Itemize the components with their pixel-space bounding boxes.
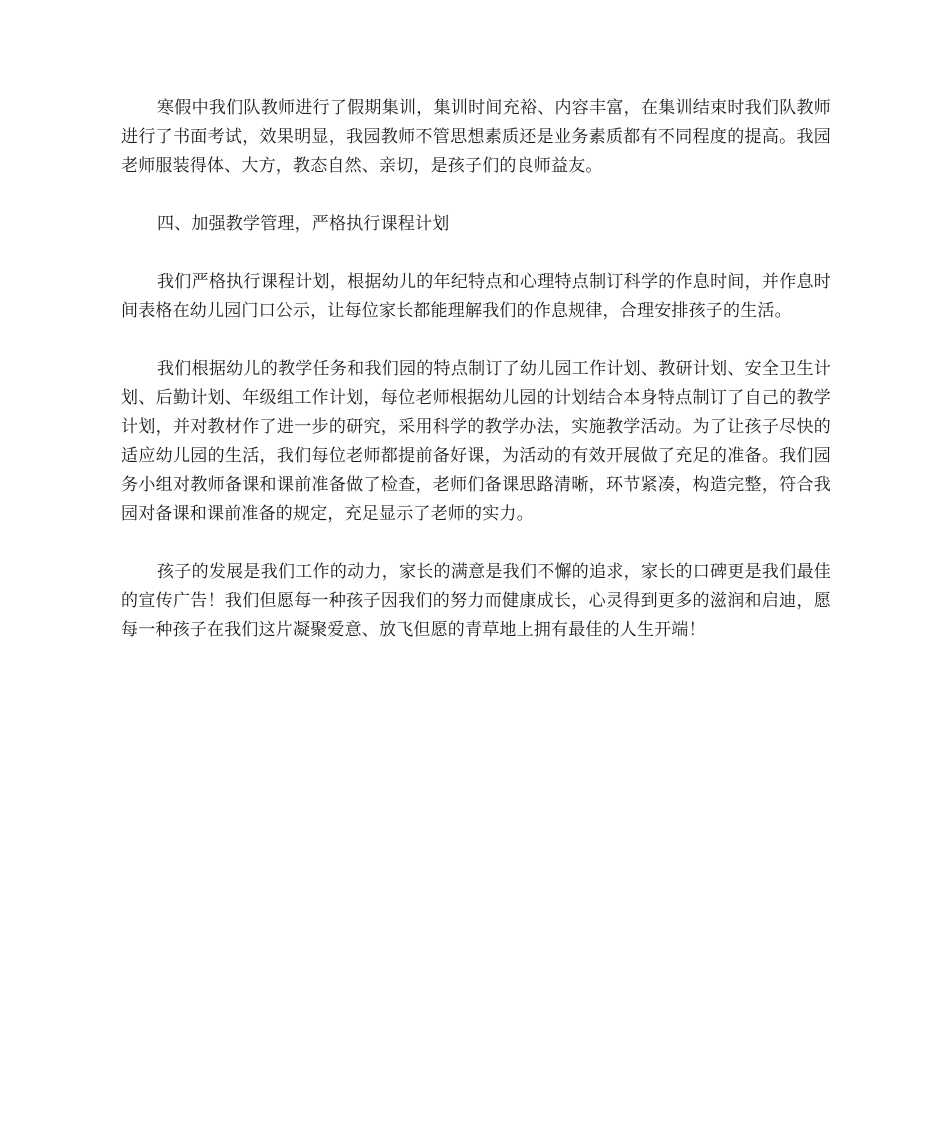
paragraph-plans: 我们根据幼儿的教学任务和我们园的特点制订了幼儿园工作计划、教研计划、安全卫生计划、后勤计划、年级组工作计划，每位老师根据幼儿园的计划结合本身特点制订了自己的教学计划，并对教材作了进一步的研究，采用科学的教学办法，实施教学活动。为了让孩子尽快的适应幼儿园的生活，我们每位老师都提前备好课，为活动的有效开展做了充足的准备。我们园务小组对教师备课和课前准备做了检查，老师们备课思路清晰，环节紧凑，构造完整，符合我园对备课和课前准备的规定，充足显示了老师的实力。	[121, 359, 831, 524]
paragraph-training: 寒假中我们队教师进行了假期集训，集训时间充裕、内容丰富，在集训结束时我们队教师进行了书面考试，效果明显，我园教师不管思想素质还是业务素质都有不同程度的提高。我园老师服装得体、大方，教态自然、亲切，是孩子们的良师益友。	[121, 98, 831, 176]
paragraph-schedule: 我们严格执行课程计划，根据幼儿的年纪特点和心理特点制订科学的作息时间，并作息时间表格在幼儿园门口公示，让每位家长都能理解我们的作息规律，合理安排孩子的生活。	[121, 272, 831, 321]
paragraph-conclusion: 孩子的发展是我们工作的动力，家长的满意是我们不懈的追求，家长的口碑更是我们最佳的宣传广告！我们但愿每一种孩子因我们的努力而健康成长，心灵得到更多的滋润和启迪，愿每一种孩子在我们这片凝聚爱意、放飞但愿的青草地上拥有最佳的人生开端！	[121, 562, 831, 640]
section-heading-teaching-management: 四、加强教学管理，严格执行课程计划	[157, 214, 450, 234]
document-page	[121, 94, 831, 674]
